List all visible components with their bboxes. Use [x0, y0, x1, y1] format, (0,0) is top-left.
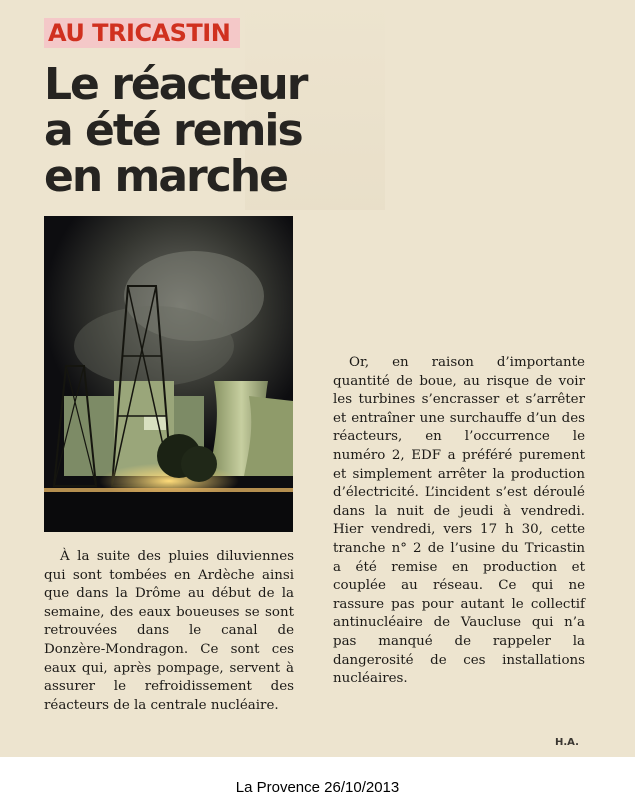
article-column-2: Or, en raison d’importante quantité de boue, au risque de voir les turbines s’encrasser et s’arrêter et entraîner une surchauffe d’un des réacteurs, en l’occurrence le numéro 2, EDF a préféré purement et simplement arrêter la production d’électricité. L’incident s’est déroulé dans la nuit de jeudi à vendredi. Hier vendredi, vers 17 h 30, cette tranche n° 2 de l’usine du Tricastin a été remise en production et couplée au réseau. Ce qui ne rassure pas pour autant le collectif antinucléaire de Vaucluse qui n’a pas manqué de rappeler la dangerosité de ces installations nucléaires.	[333, 355, 585, 687]
headline-line-2: a été remis	[44, 105, 302, 156]
author-signature: H.A.	[555, 737, 579, 748]
source-caption: La Provence 26/10/2013	[235, 779, 400, 796]
headline-line-3: en marche	[44, 151, 287, 202]
nuclear-plant-photo	[44, 216, 293, 532]
article-column-1: À la suite des pluies diluviennes qui sont tombées en Ardèche ainsi que dans la Drôme au début de la semaine, des eaux boueuses se sont retrouvées dans le canal de Donzère-Mondragon. Ce sont ces eaux qui, après pompage, servent à assurer le refroidissement des réacteurs de la centrale nucléaire.	[44, 549, 294, 713]
section-kicker: AU TRICASTIN	[44, 18, 240, 48]
headline	[44, 59, 374, 202]
headline-line-1: Le réacteur	[44, 59, 307, 110]
